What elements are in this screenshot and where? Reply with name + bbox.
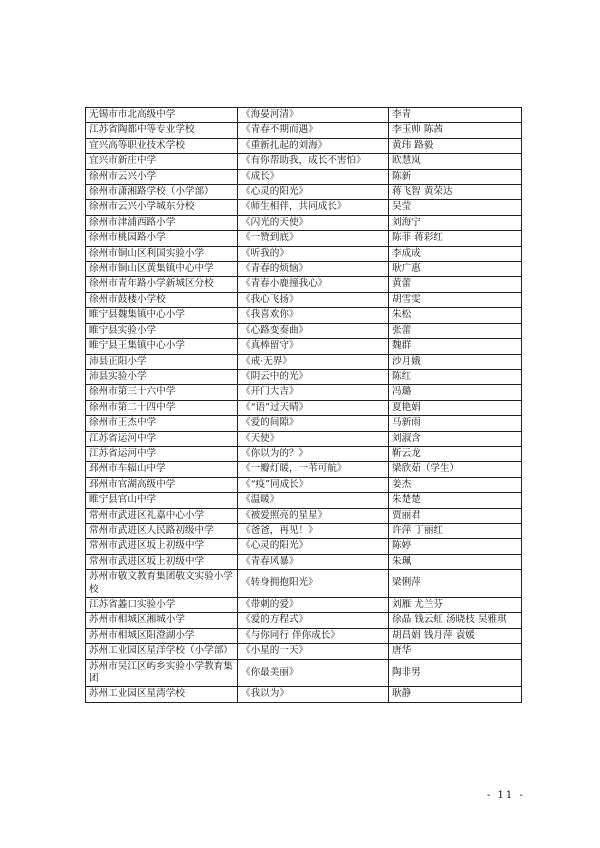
table-row — [86, 246, 522, 261]
school-cell: 江苏省陶都中等专业学校 — [86, 123, 238, 138]
title-cell: 《青春风暴》 — [238, 554, 389, 569]
title-cell: 《被爱照亮的星星》 — [238, 508, 389, 523]
title-cell: 《心灵的阳光》 — [238, 185, 389, 200]
table-row — [86, 292, 522, 307]
table-row — [86, 539, 522, 554]
author-cell: 张蕾 — [389, 323, 522, 338]
author-cell: 魏群 — [389, 339, 522, 354]
school-cell: 宜兴高等职业技术学校 — [86, 138, 238, 153]
author-cell: 沙月娥 — [389, 354, 522, 369]
title-cell: 《开门大吉》 — [238, 385, 389, 400]
author-cell: 陈新 — [389, 169, 522, 184]
table-row — [86, 369, 522, 384]
school-cell: 睢宁县实验小学 — [86, 323, 238, 338]
school-cell: 徐州市铜山区利国实验小学 — [86, 246, 238, 261]
title-cell: 《我喜欢你》 — [238, 308, 389, 323]
title-cell: 《师生相伴，共同成长》 — [238, 200, 389, 215]
author-cell: 刘雁 尤兰芬 — [389, 598, 522, 613]
school-cell: 徐州市第三十六中学 — [86, 385, 238, 400]
author-cell: 李成成 — [389, 246, 522, 261]
title-cell: 《一瓣灯暖，一苇可航》 — [238, 462, 389, 477]
school-cell: 徐州市潇湘路学校（小学部） — [86, 185, 238, 200]
title-cell: 《“语”过天晴》 — [238, 400, 389, 415]
school-cell: 常州市武进区坂上初级中学 — [86, 539, 238, 554]
table-row — [86, 613, 522, 628]
author-cell: 许萍 丁丽红 — [389, 523, 522, 538]
table-row — [86, 200, 522, 215]
school-cell: 徐州市青年路小学新城区分校 — [86, 277, 238, 292]
author-cell: 夏艳娟 — [389, 400, 522, 415]
table-row — [86, 598, 522, 613]
table-row — [86, 477, 522, 492]
title-cell: 《我心飞扬》 — [238, 292, 389, 307]
title-cell: 《阴云中的光》 — [238, 369, 389, 384]
school-cell: 沛县实验小学 — [86, 369, 238, 384]
table-row — [86, 493, 522, 508]
table-row — [86, 169, 522, 184]
title-cell: 《心灵的阳光》 — [238, 539, 389, 554]
title-cell: 《闪光的天使》 — [238, 215, 389, 230]
school-cell: 江苏省运河中学 — [86, 431, 238, 446]
title-cell: 《带刺的爱》 — [238, 598, 389, 613]
table-row — [86, 644, 522, 659]
author-cell: 贾丽君 — [389, 508, 522, 523]
author-cell: 欧慧岚 — [389, 154, 522, 169]
school-cell: 常州市武进区坂上初级中学 — [86, 554, 238, 569]
school-cell: 徐州市云兴小学城东分校 — [86, 200, 238, 215]
author-cell: 吴莹 — [389, 200, 522, 215]
author-cell: 刘海宁 — [389, 215, 522, 230]
author-cell: 朱楚楚 — [389, 493, 522, 508]
title-cell: 《心路变奏曲》 — [238, 323, 389, 338]
author-cell: 李玉帅 陈茜 — [389, 123, 522, 138]
school-cell: 徐州市鼓楼小学校 — [86, 292, 238, 307]
author-cell: 冯璐 — [389, 385, 522, 400]
school-cell: 苏州市相城区阳澄湖小学 — [86, 628, 238, 643]
table-row — [86, 416, 522, 431]
author-cell: 梁欣茹（学生） — [389, 462, 522, 477]
title-cell: 《温暖》 — [238, 493, 389, 508]
table-row — [86, 138, 522, 153]
author-cell: 靳云龙 — [389, 446, 522, 461]
title-cell: 《小星的一天》 — [238, 644, 389, 659]
title-cell: 《青春不期而遇》 — [238, 123, 389, 138]
school-cell: 江苏省蠡口实验小学 — [86, 598, 238, 613]
table-row — [86, 262, 522, 277]
page-number: - 11 - — [487, 790, 525, 801]
table-row — [86, 339, 522, 354]
school-cell: 邳州市车辐山中学 — [86, 462, 238, 477]
school-cell: 睢宁县魏集镇中心小学 — [86, 308, 238, 323]
title-cell: 《转身拥抱阳光》 — [238, 570, 389, 598]
school-cell: 苏州工业园区星洋学校（小学部） — [86, 644, 238, 659]
author-cell: 胡昌娟 钱月萍 袁媛 — [389, 628, 522, 643]
table-row — [86, 508, 522, 523]
author-cell: 朱松 — [389, 308, 522, 323]
table-row — [86, 277, 522, 292]
school-cell: 苏州市相城区湘城小学 — [86, 613, 238, 628]
school-cell: 徐州市云兴小学 — [86, 169, 238, 184]
school-cell: 苏州市敬文教育集团敬文实验小学校 — [86, 570, 238, 598]
table-row — [86, 659, 522, 687]
school-cell: 徐州市王杰中学 — [86, 416, 238, 431]
author-cell: 徐晶 钱云虹 汤晓枝 吴雅琪 — [389, 613, 522, 628]
author-cell: 刘淑含 — [389, 431, 522, 446]
table-row — [86, 123, 522, 138]
title-cell: 《与你同行 伴你成长》 — [238, 628, 389, 643]
table-row — [86, 523, 522, 538]
title-cell: 《真棒留守》 — [238, 339, 389, 354]
table-row — [86, 185, 522, 200]
title-cell: 《戒·无界》 — [238, 354, 389, 369]
title-cell: 《一赞到底》 — [238, 231, 389, 246]
title-cell: 《爱的方程式》 — [238, 613, 389, 628]
title-cell: 《我以为》 — [238, 687, 389, 702]
title-cell: 《重新扎起的刘海》 — [238, 138, 389, 153]
author-cell: 黄蕾 — [389, 277, 522, 292]
table-row — [86, 446, 522, 461]
award-table-body — [86, 108, 522, 703]
school-cell: 常州市武进区礼嘉中心小学 — [86, 508, 238, 523]
school-cell: 沛县正阳小学 — [86, 354, 238, 369]
author-cell: 唐华 — [389, 644, 522, 659]
table-row — [86, 154, 522, 169]
author-cell: 耿广惠 — [389, 262, 522, 277]
school-cell: 徐州市第二十四中学 — [86, 400, 238, 415]
table-row — [86, 570, 522, 598]
author-cell: 李青 — [389, 108, 522, 123]
author-cell: 陈菲 蒋彩红 — [389, 231, 522, 246]
author-cell: 蒋飞智 黄荣达 — [389, 185, 522, 200]
author-cell: 梁俐萍 — [389, 570, 522, 598]
author-cell: 黄玮 路毅 — [389, 138, 522, 153]
school-cell: 徐州市桃园路小学 — [86, 231, 238, 246]
table-row — [86, 231, 522, 246]
author-cell: 陈红 — [389, 369, 522, 384]
title-cell: 《“疫”同成长》 — [238, 477, 389, 492]
school-cell: 徐州市铜山区黄集镇中心中学 — [86, 262, 238, 277]
title-cell: 《听我的》 — [238, 246, 389, 261]
table-row — [86, 323, 522, 338]
table-row — [86, 308, 522, 323]
author-cell: 马新雨 — [389, 416, 522, 431]
table-row — [86, 215, 522, 230]
school-cell: 常州市武进区人民路初级中学 — [86, 523, 238, 538]
table-row — [86, 400, 522, 415]
school-cell: 宜兴市新庄中学 — [86, 154, 238, 169]
school-cell: 无锡市市北高级中学 — [86, 108, 238, 123]
school-cell: 徐州市津浦西路小学 — [86, 215, 238, 230]
title-cell: 《成长》 — [238, 169, 389, 184]
title-cell: 《爸爸，再见！》 — [238, 523, 389, 538]
title-cell: 《海晏河清》 — [238, 108, 389, 123]
title-cell: 《有你帮助我，成长不害怕》 — [238, 154, 389, 169]
award-table — [85, 107, 522, 703]
author-cell: 陶非男 — [389, 659, 522, 687]
school-cell: 邳州市官湖高级中学 — [86, 477, 238, 492]
table-row — [86, 687, 522, 702]
school-cell: 睢宁县官山中学 — [86, 493, 238, 508]
title-cell: 《你以为的？》 — [238, 446, 389, 461]
table-row — [86, 554, 522, 569]
table-row — [86, 354, 522, 369]
author-cell: 耿静 — [389, 687, 522, 702]
table-row — [86, 628, 522, 643]
title-cell: 《爱的间隙》 — [238, 416, 389, 431]
school-cell: 江苏省运河中学 — [86, 446, 238, 461]
school-cell: 睢宁县王集镇中心小学 — [86, 339, 238, 354]
author-cell: 陈婷 — [389, 539, 522, 554]
table-row — [86, 385, 522, 400]
author-cell: 朱珮 — [389, 554, 522, 569]
title-cell: 《天使》 — [238, 431, 389, 446]
title-cell: 《你最美丽》 — [238, 659, 389, 687]
table-row — [86, 108, 522, 123]
school-cell: 苏州工业园区星湾学校 — [86, 687, 238, 702]
table-row — [86, 462, 522, 477]
author-cell: 胡雪雯 — [389, 292, 522, 307]
table-row — [86, 431, 522, 446]
title-cell: 《青春的烦恼》 — [238, 262, 389, 277]
title-cell: 《青春小鹿撞我心》 — [238, 277, 389, 292]
school-cell: 苏州市吴江区屿乡实验小学教育集团 — [86, 659, 238, 687]
author-cell: 姜杰 — [389, 477, 522, 492]
